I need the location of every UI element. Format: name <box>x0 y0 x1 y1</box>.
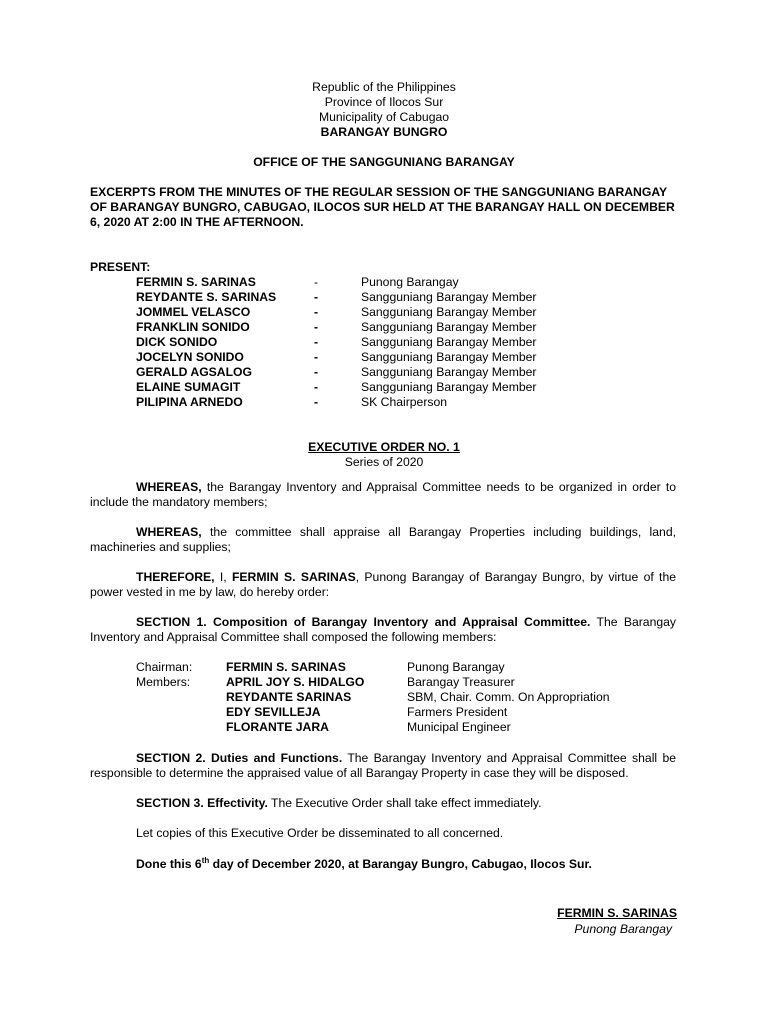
member-name: FRANKLIN SONIDO <box>136 320 250 334</box>
member-name: JOMMEL VELASCO <box>136 305 251 319</box>
signature-name: FERMIN S. SARINAS <box>557 906 677 920</box>
committee-name: REYDANTE SARINAS <box>226 690 352 704</box>
therefore-lead: THEREFORE, <box>136 570 215 584</box>
section-1-lead: SECTION 1. Composition of Barangay Inventory and Appraisal Committee. <box>136 615 591 629</box>
committee-name: APRIL JOY S. HIDALGO <box>226 675 365 689</box>
member-role: Sangguniang Barangay Member <box>361 350 537 364</box>
committee-label: Members: <box>136 675 191 689</box>
member-dash: - <box>314 320 319 334</box>
member-name: GERALD AGSALOG <box>136 365 253 379</box>
whereas-lead: WHEREAS, <box>136 480 202 494</box>
done-sup: th <box>201 855 210 865</box>
member-dash: - <box>314 365 319 379</box>
section-2-paragraph <box>90 751 676 781</box>
committee-role: Punong Barangay <box>407 660 505 674</box>
signature-title: Punong Barangay <box>574 922 672 936</box>
member-dash: - <box>314 380 319 394</box>
member-dash: - <box>314 350 319 364</box>
section-3-lead: SECTION 3. Effectivity. <box>136 796 268 810</box>
member-dash: - <box>314 305 319 319</box>
member-name: DICK SONIDO <box>136 335 218 349</box>
committee-name: FLORANTE JARA <box>226 720 329 734</box>
excerpt-line-1: EXCERPTS FROM THE MINUTES OF THE REGULAR SESSION OF THE SANGGUNIANG BARANGAY <box>90 185 668 199</box>
member-name: ELAINE SUMAGIT <box>136 380 241 394</box>
committee-role: Farmers President <box>407 705 508 719</box>
member-name: PILIPINA ARNEDO <box>136 395 243 409</box>
committee-role: Barangay Treasurer <box>407 675 515 689</box>
whereas-paragraph-1 <box>90 480 676 510</box>
section-1-text: The Barangay Inventory and Appraisal Committee shall composed the following members: <box>90 615 676 644</box>
member-role: Sangguniang Barangay Member <box>361 320 537 334</box>
member-role: Sangguniang Barangay Member <box>361 380 537 394</box>
member-name: REYDANTE S. SARINAS <box>136 290 277 304</box>
header-province: Province of Ilocos Sur <box>324 95 444 109</box>
member-role: Punong Barangay <box>361 275 459 289</box>
excerpt-line-3: 6, 2020 AT 2:00 IN THE AFTERNOON. <box>90 215 304 229</box>
committee-name: EDY SEVILLEJA <box>226 705 321 719</box>
member-role: Sangguniang Barangay Member <box>361 365 537 379</box>
whereas-text: the Barangay Inventory and Appraisal Committee needs to be organized in order to include the mandatory members; <box>90 480 676 509</box>
member-dash: - <box>314 395 319 409</box>
committee-name: FERMIN S. SARINAS <box>226 660 346 674</box>
therefore-name: FERMIN S. SARINAS <box>231 570 356 584</box>
order-title: EXECUTIVE ORDER NO. 1 <box>308 440 460 454</box>
member-dash: - <box>314 335 319 349</box>
committee-role: SBM, Chair. Comm. On Appropriation <box>407 690 610 704</box>
section-3-text: The Executive Order shall take effect immediately. <box>267 796 542 810</box>
therefore-text: , Punong Barangay of Barangay Bungro, by virtue of the power vested in me by law, do hereby order: <box>90 570 676 599</box>
whereas-text: the committee shall appraise all Barangay Properties including buildings, land, machineries and supplies; <box>90 525 676 554</box>
member-name: JOCELYN SONIDO <box>136 350 244 364</box>
member-dash: - <box>314 290 319 304</box>
section-2-lead: SECTION 2. Duties and Functions. <box>136 751 343 765</box>
done-pre: Done this 6 <box>136 857 202 871</box>
member-name: FERMIN S. SARINAS <box>136 275 256 289</box>
section-1-paragraph <box>90 615 676 645</box>
member-role: SK Chairperson <box>361 395 448 409</box>
section-3-paragraph <box>136 796 542 811</box>
committee-label: Chairman: <box>136 660 193 674</box>
present-label: PRESENT: <box>90 260 151 274</box>
section-2-text: The Barangay Inventory and Appraisal Committee shall be responsible to determine the appraised value of all Barangay Property in case they will be disposed. <box>90 751 677 780</box>
header-municipality: Municipality of Cabugao <box>318 110 450 124</box>
member-role: Sangguniang Barangay Member <box>361 290 537 304</box>
whereas-paragraph-2 <box>90 525 676 555</box>
therefore-paragraph <box>90 570 676 600</box>
member-dash: - <box>314 275 319 289</box>
therefore-pre: I, <box>214 570 232 584</box>
whereas-lead: WHEREAS, <box>136 525 202 539</box>
committee-role: Municipal Engineer <box>407 720 511 734</box>
header-barangay: BARANGAY BUNGRO <box>320 125 448 139</box>
done-post: day of December 2020, at Barangay Bungro, Cabugao, Ilocos Sur. <box>209 857 592 871</box>
member-role: Sangguniang Barangay Member <box>361 305 537 319</box>
excerpt-line-2: OF BARANGAY BUNGRO, CABUGAO, ILOCOS SUR HELD AT THE BARANGAY HALL ON DECEMBER <box>90 200 675 214</box>
office-title: OFFICE OF THE SANGGUNIANG BARANGAY <box>253 155 515 169</box>
header-republic: Republic of the Philippines <box>312 80 456 94</box>
done-paragraph <box>136 857 592 872</box>
member-role: Sangguniang Barangay Member <box>361 335 537 349</box>
copies-paragraph: Let copies of this Executive Order be disseminated to all concerned. <box>136 826 504 840</box>
order-series: Series of 2020 <box>344 455 424 469</box>
